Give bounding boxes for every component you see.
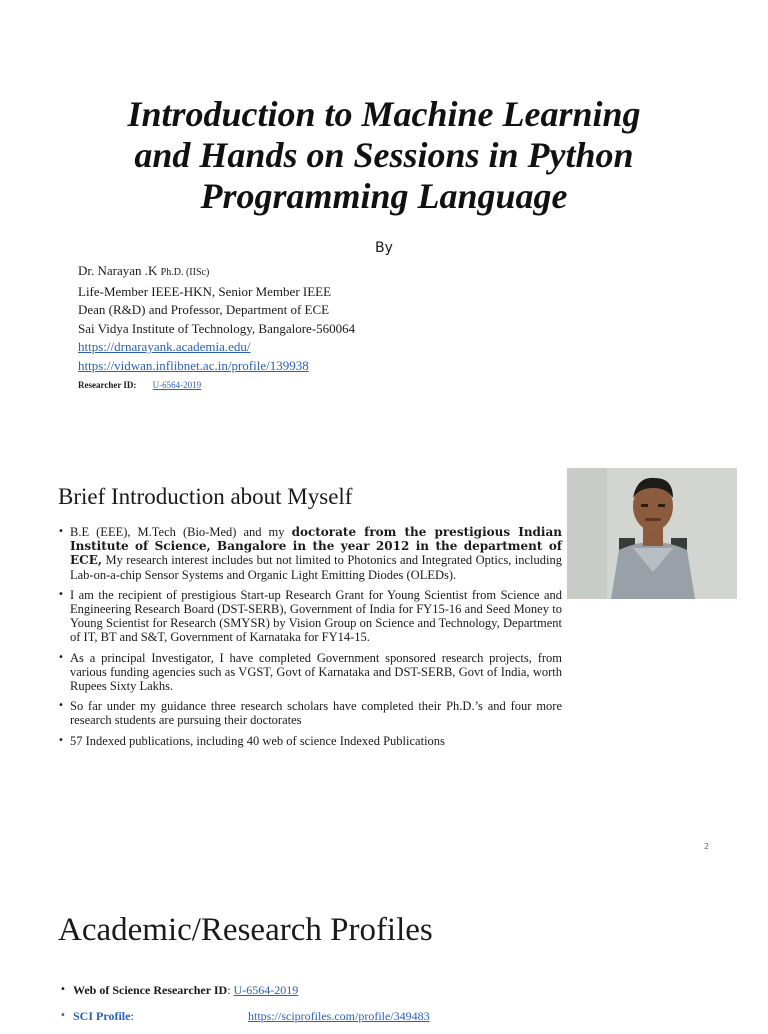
- academia-link[interactable]: https://drnarayank.academia.edu/: [78, 339, 251, 354]
- by-label: By: [375, 240, 393, 256]
- list-item: • I am the recipient of prestigious Start-up Research Grant for Young Scientist from Science and Engineering Research Board (DST-SERB), Government of India for FY15-16 and Seed Money to Young Scientist for Research (SMYSR) by Vision Group on Science and Technology, Department of IT, BT and S&T, Government of Karnataka for FY14-15.: [58, 587, 562, 645]
- slide-title: [60, 94, 708, 217]
- list-item: • 57 Indexed publications, including 40 web of science Indexed Publications: [58, 733, 445, 748]
- bullet-icon: •: [58, 700, 64, 712]
- author-degree: Ph.D. (IISc): [160, 267, 210, 278]
- list-item: • Web of Science Researcher ID: U-6564-2019: [60, 983, 299, 997]
- list-item: • So far under my guidance three research scholars have completed their Ph.D.’s and four more research students are pursuing their doctorates: [58, 699, 562, 728]
- author-info: [78, 262, 558, 393]
- bullet-icon: •: [58, 526, 64, 537]
- portrait-image: [567, 468, 737, 599]
- author-position: Dean (R&D) and Professor, Department of ECE: [78, 302, 330, 317]
- vidwan-link[interactable]: https://vidwan.inflibnet.ac.in/profile/139938: [78, 357, 309, 373]
- researcher-id-link[interactable]: U-6564-2019: [152, 380, 202, 390]
- intro-bullet-list: [58, 525, 562, 754]
- title-line-3: Programming Language: [200, 176, 568, 216]
- sci-link[interactable]: https://sciprofiles.com/profile/349483: [248, 1009, 430, 1023]
- bullet-icon: •: [58, 651, 64, 663]
- bullet-icon: •: [60, 984, 66, 995]
- bullet-icon: •: [58, 734, 64, 746]
- bullet-icon: •: [60, 1010, 66, 1021]
- author-name-line: [78, 262, 558, 283]
- author-photo: [567, 468, 737, 599]
- title-line-2: and Hands on Sessions in Python: [134, 135, 634, 175]
- page-number: 2: [704, 842, 710, 851]
- author-institute: Sai Vidya Institute of Technology, Bangalore-560064: [78, 320, 356, 336]
- researcher-id-label: Researcher ID:: [78, 380, 137, 390]
- title-line-1: Introduction to Machine Learning: [127, 94, 641, 134]
- author-membership: Life-Member IEEE-HKN, Senior Member IEEE: [78, 283, 332, 299]
- wos-label: Web of Science Researcher ID: [73, 983, 228, 997]
- wos-link[interactable]: U-6564-2019: [233, 983, 299, 997]
- profiles-list: [60, 982, 740, 1034]
- sci-label: SCI Profile: [73, 1009, 131, 1023]
- author-name: Dr. Narayan .K: [78, 263, 158, 278]
- profiles-heading: Academic/Research Profiles: [58, 912, 433, 948]
- intro-heading: Brief Introduction about Myself: [58, 484, 353, 509]
- researcher-id-row: [78, 377, 558, 393]
- list-item: • B.E (EEE), M.Tech (Bio-Med) and my doctorate from the prestigious Indian Institute of Science, Bangalore in the year 2012 in the department of ECE, My research interest includes but not limited to Photonics and Integrated Optics, including Lab-on-a-chip Sensor Systems and Organic Light Emitting Diodes (OLEDs).: [58, 525, 562, 582]
- list-item: • SCI Profile: https://sciprofiles.com/profile/349483: [60, 1009, 430, 1023]
- list-item: • As a principal Investigator, I have completed Government sponsored research projects, from various funding agencies such as VGST, Govt of Karnataka and DST-SERB, Govt of India, worth Rupees Sixty Lakhs.: [58, 650, 562, 694]
- bullet-icon: •: [58, 588, 64, 600]
